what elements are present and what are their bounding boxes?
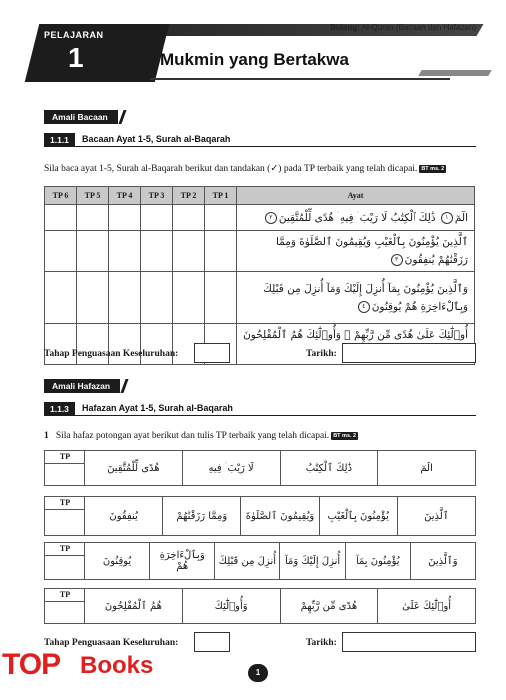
tp-label: TP: [45, 589, 85, 602]
tp-checkbox-cell[interactable]: [77, 205, 109, 231]
ayat-cell: الٓمٓ١ ذَٰلِكَ ٱلْكِتَٰبُ لَا رَيْبَ ۛ فِيهِ ۛ هُدًى لِّلْمُتَّقِينَ٢: [237, 205, 475, 231]
tp-checkbox-cell[interactable]: [141, 205, 173, 231]
ayat-segment: وَيُقِيمُونَ ٱلصَّلَوٰةَ: [240, 497, 318, 535]
col-tp6: TP 6: [45, 187, 77, 205]
ayah-number-mark: ١: [441, 212, 453, 224]
section-tag-hafazan: Amali Hafazan: [44, 379, 120, 393]
mastery-label: Tahap Penguasaan Keseluruhan:: [44, 349, 179, 359]
reference-badge: BT ms. 2: [333, 432, 357, 439]
ayat-cell: أُو۟لَٰٓئِكَ عَلَىٰ هُدًى مِّن رَّبِّهِمْ ۖ وَأُو۟لَٰٓئِكَ هُمُ ٱلْمُفْلِحُونَ: [237, 324, 475, 365]
tp-checkbox-cell[interactable]: [77, 272, 109, 324]
ayat-segment: وَمِمَّا رَزَقْنَٰهُمْ: [162, 497, 240, 535]
tp-checkbox-cell[interactable]: [205, 205, 237, 231]
date-input-box[interactable]: [342, 632, 476, 652]
tp-checkbox-cell[interactable]: [45, 272, 77, 324]
tp-label: TP: [45, 543, 85, 556]
instruction-text: Sila baca ayat 1-5, Surah al-Baqarah berikut dan tandakan (✓) pada TP terbaik yang telah dicapai. BT ms. 2: [44, 164, 445, 174]
ayat-segment: يُنفِقُونَ: [109, 510, 138, 522]
ayat-segment: وَأُو۟لَٰٓئِكَ: [182, 589, 280, 623]
ayat-segment: يُؤْمِنُونَ بِمَآ: [345, 543, 410, 579]
subsection-rule: [44, 415, 476, 416]
table-row: [45, 205, 475, 231]
table-row: [45, 231, 475, 272]
ayat-segment: هُمُ ٱلْمُفْلِحُونَ: [104, 600, 162, 612]
hafazan-row: [44, 588, 476, 624]
ayat-segment: ٱلَّذِينَ: [397, 497, 475, 535]
ayat-segment: يُوقِنُونَ: [102, 555, 132, 567]
header-stripe-small: [418, 70, 491, 76]
mastery-label: Tahap Penguasaan Keseluruhan:: [44, 638, 179, 648]
lesson-title: Mukmin yang Bertakwa: [160, 50, 349, 69]
col-tp1: TP 1: [205, 187, 237, 205]
section-tag-bacaan: Amali Bacaan: [44, 110, 118, 124]
tp-checkbox-cell[interactable]: [45, 231, 77, 272]
subsection-title: Bacaan Ayat 1-5, Surah al-Baqarah: [82, 134, 231, 144]
col-tp5: TP 5: [77, 187, 109, 205]
date-input-box[interactable]: [342, 343, 476, 363]
col-tp3: TP 3: [141, 187, 173, 205]
ayat-segment: هُدًى لِّلْمُتَّقِينَ: [107, 462, 160, 474]
ayat-cell: وَٱلَّذِينَ يُؤْمِنُونَ بِمَآ أُنزِلَ إِلَيْكَ وَمَآ أُنزِلَ مِن قَبْلِكَ وَبِٱلْءَاخِرَةِ هُمْ يُوقِنُونَ٤: [237, 272, 475, 324]
tp-checkbox-cell[interactable]: [109, 272, 141, 324]
logo-books-text: Books: [80, 652, 154, 679]
lesson-label: PELAJARAN: [44, 30, 104, 40]
ayat-segment: وَٱلَّذِينَ: [410, 543, 475, 579]
tp-checkbox-cell[interactable]: [205, 272, 237, 324]
header-underline: [150, 78, 450, 80]
instruction-text: 1 Sila hafaz potongan ayat berikut dan tulis TP terbaik yang telah dicapai. BT ms. 2: [44, 431, 357, 441]
hafazan-row: [44, 450, 476, 486]
ayat-segment: لَا رَيْبَ ۛ فِيهِ: [182, 451, 280, 485]
tp-checkbox-cell[interactable]: [77, 231, 109, 272]
date-label: Tarikh:: [306, 349, 337, 359]
tp-checkbox-cell[interactable]: [173, 272, 205, 324]
subsection-number: 1.1.1: [44, 133, 75, 146]
ayat-segment: الٓمٓ: [377, 451, 475, 485]
ayah-number-mark: ٢: [265, 212, 277, 224]
subsection-number: 1.1.3: [44, 402, 75, 415]
tp-checkbox-cell[interactable]: [141, 272, 173, 324]
tp-assessment-table: [44, 186, 475, 365]
tp-checkbox-cell[interactable]: [205, 231, 237, 272]
col-tp2: TP 2: [173, 187, 205, 205]
table-header-row: [45, 187, 475, 205]
tp-label: TP: [45, 451, 85, 464]
ayat-segment: وَبِٱلْءَاخِرَةِ هُمْ: [149, 543, 214, 579]
ayat-segments: [85, 543, 475, 579]
ayat-segment: ذَٰلِكَ ٱلْكِتَٰبُ: [280, 451, 378, 485]
ayat-cell: ٱلَّذِينَ يُؤْمِنُونَ بِٱلْغَيْبِ وَيُقِيمُونَ ٱلصَّلَوٰةَ وَمِمَّا رَزَقْنَٰهُمْ يُنفِقُونَ٣: [237, 231, 475, 272]
ayat-segment: هُدًى مِّن رَّبِّهِمْ: [280, 589, 378, 623]
tp-checkbox-cell[interactable]: [173, 205, 205, 231]
tp-label: TP: [45, 497, 85, 510]
tp-checkbox-cell[interactable]: [109, 231, 141, 272]
subject-field: Bidang: Al-Quran (Bacaan dan Hafazan): [330, 23, 476, 32]
ayat-segments: [85, 497, 475, 535]
mastery-input-box[interactable]: [194, 343, 230, 363]
reference-badge: BT ms. 2: [421, 165, 445, 172]
tp-checkbox-cell[interactable]: [45, 205, 77, 231]
ayat-segment: أُنزِلَ إِلَيْكَ وَمَآ: [279, 543, 344, 579]
tp-checkbox-cell[interactable]: [109, 205, 141, 231]
table-row: [45, 272, 475, 324]
ayat-segment: أُو۟لَٰٓئِكَ عَلَىٰ: [377, 589, 475, 623]
topbooks-watermark-logo: [0, 648, 170, 700]
date-label: Tarikh:: [306, 638, 337, 648]
question-number: 1: [44, 431, 49, 441]
tp-checkbox-cell[interactable]: [141, 231, 173, 272]
ayat-segment: يُؤْمِنُونَ بِٱلْغَيْبِ: [319, 497, 397, 535]
logo-top-text: TOP: [2, 648, 61, 681]
ayat-segments: [85, 451, 475, 485]
ayah-number-mark: ٤: [358, 301, 370, 313]
mastery-input-box[interactable]: [194, 632, 230, 652]
subsection-title: Hafazan Ayat 1-5, Surah al-Baqarah: [82, 403, 233, 413]
page-number: 1: [248, 664, 268, 682]
hafazan-row: [44, 496, 476, 536]
ayat-segments: [85, 589, 475, 623]
col-tp4: TP 4: [109, 187, 141, 205]
lesson-number: 1: [68, 42, 84, 73]
tp-checkbox-cell[interactable]: [173, 231, 205, 272]
hafazan-row: [44, 542, 476, 580]
ayah-number-mark: ٣: [391, 254, 403, 266]
ayat-segment: أُنزِلَ مِن قَبْلِكَ: [214, 543, 279, 579]
col-ayat: Ayat: [237, 187, 475, 205]
subsection-rule: [44, 146, 476, 147]
